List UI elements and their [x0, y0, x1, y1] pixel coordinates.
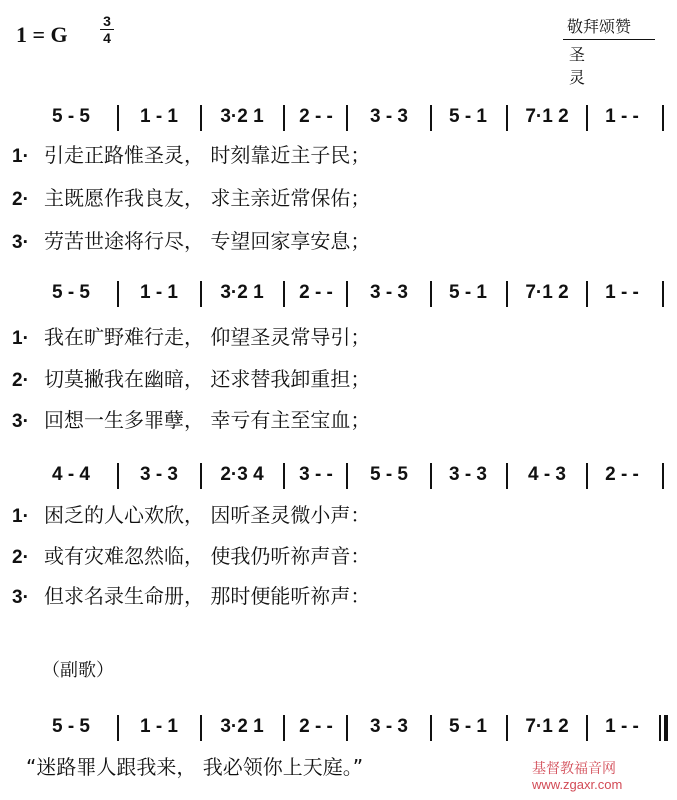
verse-line	[12, 541, 672, 571]
bar-line	[430, 105, 432, 131]
verse-number: 2·	[12, 189, 29, 210]
chorus-label: （副歌）	[42, 660, 114, 681]
bar-line	[662, 281, 664, 307]
bar-line	[346, 715, 348, 741]
measure: 3 - 3	[448, 464, 488, 485]
bar-line	[506, 105, 508, 131]
bar-line	[346, 463, 348, 489]
verse-line	[12, 226, 672, 256]
verse-line	[12, 322, 672, 352]
bar-line	[117, 715, 119, 741]
measure: 5 - 1	[448, 282, 488, 303]
measure: 5 - 5	[369, 464, 409, 485]
title-rule	[563, 39, 655, 40]
bar-line	[117, 105, 119, 131]
verse-line	[12, 183, 672, 213]
measure: 2 - -	[299, 106, 333, 127]
notation-line-chorus	[0, 712, 677, 742]
bar-line	[430, 281, 432, 307]
verse-text: 切莫撇我在幽暗， 还求替我卸重担；	[44, 367, 371, 391]
measure: 7·1 2	[525, 716, 569, 737]
bar-line	[283, 715, 285, 741]
measure: 1 - -	[605, 282, 639, 303]
verse-number: 2·	[12, 370, 29, 391]
measure: 3·2 1	[220, 106, 264, 127]
verse-text: 或有灾难忽然临， 使我仍听祢声音：	[44, 544, 371, 568]
measure: 5 - 5	[51, 716, 91, 737]
bar-line	[662, 463, 664, 489]
verse-line	[12, 140, 672, 170]
measure: 7·1 2	[525, 106, 569, 127]
measure: 3·2 1	[220, 282, 264, 303]
verse-line	[12, 581, 672, 611]
measure: 5 - 1	[448, 716, 488, 737]
measure: 1 - 1	[139, 106, 179, 127]
verse-text: 困乏的人心欢欣， 因听圣灵微小声：	[44, 503, 371, 527]
bar-line	[586, 463, 588, 489]
measure: 1 - 1	[139, 716, 179, 737]
measure: 5 - 1	[448, 106, 488, 127]
notation-line-1	[0, 102, 677, 132]
watermark	[532, 762, 622, 792]
notation-line-3	[0, 460, 677, 490]
bar-line	[200, 463, 202, 489]
measure: 3 - 3	[139, 464, 179, 485]
measure: 7·1 2	[525, 282, 569, 303]
bar-line	[430, 463, 432, 489]
bar-line	[200, 281, 202, 307]
measure: 2 - -	[605, 464, 639, 485]
hymn-author: 圣灵	[569, 45, 614, 87]
title-block	[563, 14, 655, 88]
final-bar-line	[664, 715, 668, 741]
bar-line	[117, 463, 119, 489]
watermark-url: www.zgaxr.com	[532, 777, 623, 792]
verse-text: 回想一生多罪孽， 幸亏有主至宝血；	[44, 408, 371, 432]
measure: 2·3 4	[220, 464, 264, 485]
measure: 3 - 3	[369, 716, 409, 737]
watermark-line1: 基督教福音网	[532, 761, 616, 777]
time-signature	[100, 14, 114, 45]
measure: 5 - 5	[51, 282, 91, 303]
verse-number: 2·	[12, 547, 29, 568]
verse-number: 1·	[12, 506, 29, 527]
bar-line	[200, 715, 202, 741]
verse-text: 主既愿作我良友， 求主亲近常保佑；	[44, 186, 371, 210]
measure: 3 - 3	[369, 282, 409, 303]
bar-line	[346, 281, 348, 307]
bar-line	[586, 281, 588, 307]
measure: 3 - 3	[369, 106, 409, 127]
measure: 5 - 5	[51, 106, 91, 127]
measure: 4 - 4	[51, 464, 91, 485]
verse-number: 3·	[12, 587, 29, 608]
time-signature-top: 3	[103, 13, 111, 29]
verse-number: 3·	[12, 411, 29, 432]
bar-line	[586, 715, 588, 741]
chorus-text: “迷路罪人跟我来， 我必领你上天庭。”	[26, 755, 364, 779]
bar-line	[662, 105, 664, 131]
verse-line	[12, 405, 672, 435]
verse-text: 劳苦世途将行尽， 专望回家享安息；	[44, 229, 371, 253]
bar-line	[430, 715, 432, 741]
measure: 1 - -	[605, 716, 639, 737]
measure: 1 - 1	[139, 282, 179, 303]
bar-line	[506, 715, 508, 741]
bar-line	[283, 463, 285, 489]
bar-line	[117, 281, 119, 307]
hymn-title: 敬拜颂赞	[567, 17, 632, 36]
measure: 2 - -	[299, 716, 333, 737]
key-signature: 1 = G	[16, 22, 68, 47]
measure: 3·2 1	[220, 716, 264, 737]
bar-line	[346, 105, 348, 131]
bar-line	[283, 281, 285, 307]
verse-number: 1·	[12, 146, 29, 167]
bar-line	[200, 105, 202, 131]
notation-line-2	[0, 278, 677, 308]
verse-number: 1·	[12, 328, 29, 349]
verse-number: 3·	[12, 232, 29, 253]
measure: 1 - -	[605, 106, 639, 127]
verse-text: 但求名录生命册， 那时便能听祢声：	[44, 584, 371, 608]
verse-line	[12, 500, 672, 530]
measure: 4 - 3	[527, 464, 567, 485]
verse-line	[12, 364, 672, 394]
verse-text: 引走正路惟圣灵， 时刻靠近主子民；	[44, 143, 371, 167]
measure: 3 - -	[299, 464, 333, 485]
bar-line	[506, 463, 508, 489]
bar-line	[506, 281, 508, 307]
measure: 2 - -	[299, 282, 333, 303]
bar-line	[586, 105, 588, 131]
verse-text: 我在旷野难行走， 仰望圣灵常导引；	[44, 325, 371, 349]
bar-line	[283, 105, 285, 131]
time-signature-bottom: 4	[103, 30, 111, 46]
